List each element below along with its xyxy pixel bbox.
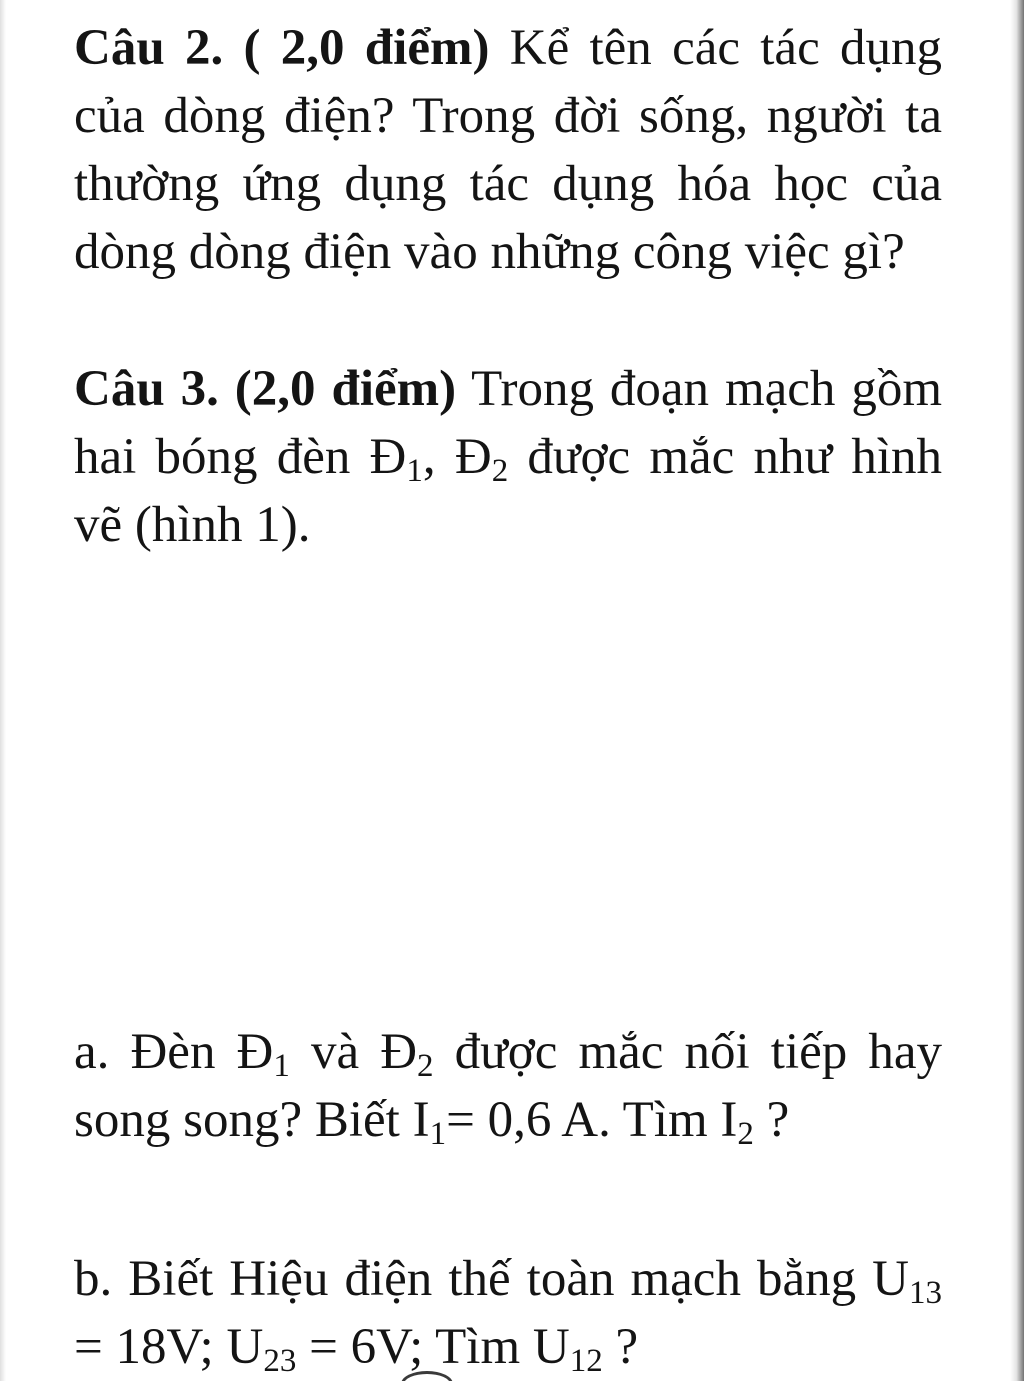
part-a-text: được mắc nối tiếp hay song song? Biết I bbox=[74, 1024, 942, 1148]
question-3 bbox=[74, 355, 942, 559]
question-3-part-a bbox=[74, 1018, 942, 1154]
subscript: 23 bbox=[263, 1343, 297, 1379]
page-edge-shadow-left bbox=[0, 0, 6, 1381]
subscript: 1 bbox=[406, 453, 423, 489]
question-3-text: Trong đoạn mạch gồm hai bóng đèn Đ bbox=[74, 361, 942, 485]
subscript: 2 bbox=[737, 1116, 754, 1152]
question-3-part-b bbox=[74, 1245, 942, 1381]
question-2-heading: Câu 2. ( 2,0 điểm) bbox=[74, 20, 490, 76]
question-3-heading: Câu 3. (2,0 điểm) bbox=[74, 361, 457, 417]
question-3-text: được mắc như hình vẽ (hình 1). bbox=[74, 429, 942, 553]
subscript: 12 bbox=[569, 1343, 603, 1379]
subscript: 1 bbox=[429, 1116, 447, 1152]
part-b-text: = 18V; U bbox=[74, 1319, 264, 1375]
part-a-text: a. Đèn Đ bbox=[74, 1024, 274, 1080]
subscript: 2 bbox=[491, 453, 509, 489]
part-a-text: = 0,6 A. Tìm I bbox=[446, 1092, 738, 1148]
cut-off-glyph bbox=[395, 1371, 455, 1381]
figure-area-blank bbox=[74, 565, 942, 1005]
part-a-text: và Đ bbox=[289, 1024, 418, 1080]
question-2 bbox=[74, 14, 942, 286]
subscript: 1 bbox=[273, 1048, 290, 1084]
question-2-text: Kể tên các tác dụng của dòng điện? Trong đời sống, người ta thường ứng dụng tác dụng hóa học của dòng dòng điện vào những công việc gì? bbox=[74, 20, 942, 280]
part-a-text: ? bbox=[753, 1092, 790, 1148]
part-b-text: = 6V; Tìm U bbox=[296, 1319, 570, 1375]
part-b-text: ? bbox=[602, 1319, 639, 1375]
part-b-text: b. Biết Hiệu điện thế toàn mạch bằng U bbox=[74, 1251, 909, 1307]
subscript: 2 bbox=[417, 1048, 434, 1084]
question-3-text: , Đ bbox=[422, 429, 492, 485]
subscript: 13 bbox=[909, 1275, 942, 1311]
page-edge-shadow-right bbox=[1010, 0, 1024, 1381]
